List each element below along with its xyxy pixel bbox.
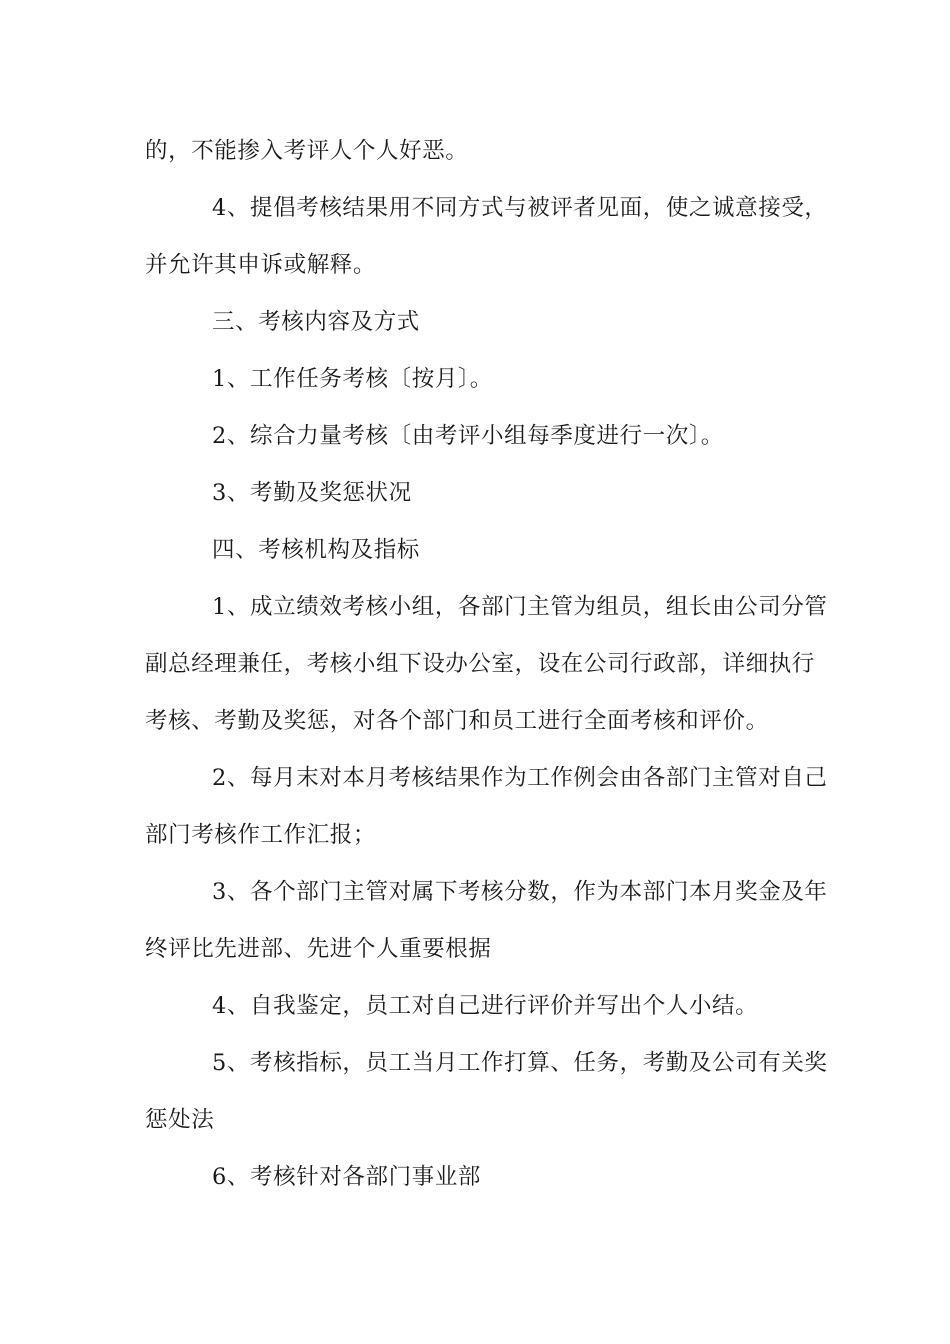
text-line: 1、成立绩效考核小组，各部门主管为组员，组长由公司分管 bbox=[212, 594, 828, 620]
text-line: 2、每月末对本月考核结果作为工作例会由各部门主管对自己 bbox=[212, 765, 828, 791]
text-line: 3、各个部门主管对属下考核分数，作为本部门本月奖金及年 bbox=[212, 879, 828, 905]
text-line: 6、考核针对各部门事业部 bbox=[212, 1164, 482, 1190]
text-line: 3、考勤及奖惩状况 bbox=[212, 480, 412, 506]
text-line: 终评比先进部、先进个人重要根据 bbox=[145, 936, 492, 962]
text-line: 副总经理兼任，考核小组下设办公室，设在公司行政部，详细执行 bbox=[145, 651, 815, 677]
text-line: 2、综合力量考核〔由考评小组每季度进行一次〕。 bbox=[212, 423, 724, 449]
text-line: 4、提倡考核结果用不同方式与被评者见面，使之诚意接受， bbox=[212, 195, 828, 221]
text-line: 部门考核作工作汇报； bbox=[145, 822, 377, 848]
text-line: 4、自我鉴定，员工对自己进行评价并写出个人小结。 bbox=[212, 993, 759, 1019]
text-line: 惩处法 bbox=[145, 1107, 215, 1133]
section-heading: 四、考核机构及指标 bbox=[212, 537, 420, 563]
text-line: 并允许其申诉或解释。 bbox=[145, 252, 377, 278]
text-line: 1、工作任务考核〔按月〕。 bbox=[212, 366, 493, 392]
text-line: 5、考核指标，员工当月工作打算、任务，考勤及公司有关奖 bbox=[212, 1050, 828, 1076]
text-line: 的，不能掺入考评人个人好恶。 bbox=[145, 138, 469, 164]
text-line: 考核、考勤及奖惩，对各个部门和员工进行全面考核和评价。 bbox=[145, 708, 769, 734]
section-heading: 三、考核内容及方式 bbox=[212, 309, 420, 335]
